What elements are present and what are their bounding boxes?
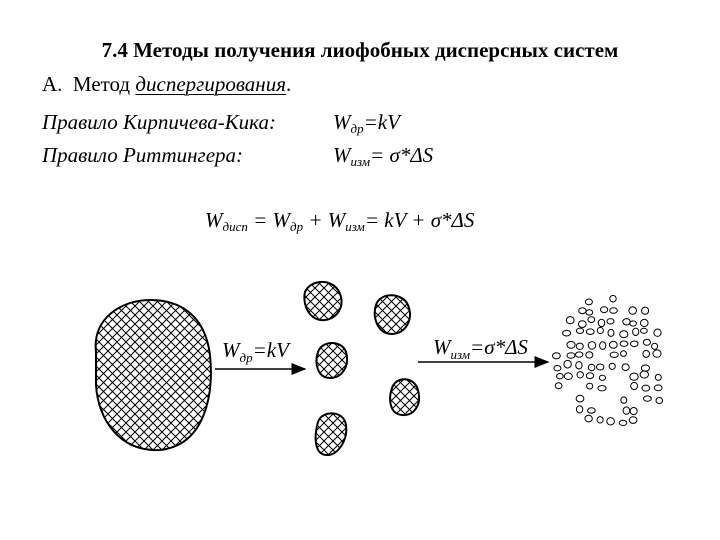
fine-particle [633, 328, 639, 335]
fine-particle [619, 420, 627, 425]
fine-particle [588, 364, 595, 371]
fine-particle [588, 317, 595, 323]
fine-particle [629, 417, 637, 424]
fine-particle [622, 364, 629, 371]
fine-particle [586, 329, 594, 335]
fine-particle [586, 310, 593, 315]
fine-particle [597, 327, 603, 333]
fine-particle [643, 350, 650, 357]
fine-particle [621, 397, 627, 403]
fine-particle [567, 341, 575, 348]
fine-particle [654, 385, 662, 391]
method-prefix: Метод [72, 72, 136, 96]
fine-particle [585, 415, 592, 422]
fine-particle [644, 396, 652, 401]
fine-particle [576, 352, 583, 357]
rule-rittinger-name: Правило Риттингера: [42, 143, 244, 167]
rule-kick-sub: др [350, 121, 364, 136]
fine-particle [579, 308, 586, 314]
fine-particle [577, 372, 583, 378]
fine-particle [587, 383, 593, 389]
fine-particle [623, 319, 630, 325]
fine-particle [643, 339, 650, 345]
fine-particle [631, 382, 638, 389]
fine-particle [586, 352, 593, 358]
page-title: 7.4 Методы получения лиофобных дисперсных систем [101, 38, 619, 62]
rule-rittinger-sub: изм [350, 154, 371, 169]
fine-particle [555, 383, 562, 389]
fine-particle [598, 319, 605, 326]
fine-particle [566, 317, 574, 324]
fine-particle [629, 307, 637, 314]
fine-particle [642, 307, 649, 314]
fragment-2 [375, 295, 410, 334]
total-sub2: др [290, 219, 304, 234]
fine-particle [599, 375, 605, 380]
fine-particle [601, 307, 608, 313]
fine-particle [640, 371, 648, 378]
total-w1: W [205, 208, 223, 232]
fine-particle [554, 366, 561, 371]
fine-particle [654, 329, 661, 336]
fine-particle [620, 341, 628, 346]
fragment-1 [304, 282, 341, 320]
arrow1-label: $W_{др}=kV$ [222, 338, 289, 365]
fine-particle [630, 373, 638, 380]
fine-particle [564, 373, 572, 380]
fine-particle [588, 342, 595, 350]
total-rest: = kV + σ*ΔS [364, 208, 475, 232]
fine-particle [597, 417, 603, 423]
fine-particle [642, 385, 650, 391]
total-sub1: дисп [222, 219, 248, 234]
fine-particle [609, 363, 615, 369]
fine-particle [621, 351, 627, 357]
total-sub3: изм [345, 219, 365, 234]
fine-particle [586, 373, 593, 379]
fine-particle [563, 330, 571, 336]
fine-particle [576, 395, 584, 402]
fine-particle [576, 362, 582, 369]
fine-particle [608, 329, 614, 336]
rule-rittinger-rest: = σ*ΔS [370, 143, 434, 167]
arrow2-label: $W_{изм}=\sigma*\Delta S$ [433, 335, 528, 362]
fine-particle [609, 341, 617, 348]
fine-particle [576, 343, 583, 349]
fine-particle [585, 299, 592, 305]
fine-particle [588, 408, 596, 413]
fine-particle [653, 350, 661, 357]
method-name: диспергирования [135, 72, 286, 96]
fine-particle [630, 321, 637, 326]
fine-particle [576, 328, 583, 333]
fine-particle [564, 360, 571, 368]
fine-particles-cluster [553, 295, 663, 425]
fine-particle [655, 374, 661, 380]
fine-particle [631, 341, 639, 347]
fine-particle [578, 321, 586, 328]
fine-particle [630, 408, 637, 415]
rule-kick-w: W [333, 110, 351, 134]
fine-particle [656, 398, 663, 404]
fine-particle [610, 295, 616, 302]
fine-particle [557, 374, 564, 379]
fine-particle [641, 319, 649, 326]
fine-particle [623, 407, 630, 414]
fragment-3 [317, 343, 348, 378]
fine-particle [641, 328, 648, 333]
fine-particle [610, 352, 618, 357]
fine-particle [607, 319, 614, 324]
total-eq1: = W [247, 208, 291, 232]
large-particle [96, 300, 211, 450]
total-plus: + W [303, 208, 346, 232]
fragment-5 [316, 413, 347, 455]
fine-particle [567, 353, 575, 359]
fine-particle [553, 353, 561, 359]
fine-particle [576, 406, 582, 413]
rule-kick-name: Правило Кирпичева-Кика: [42, 110, 276, 134]
fine-particle [598, 386, 606, 391]
fine-particle [600, 342, 606, 350]
rule-kick-rest: =kV [363, 110, 400, 134]
fine-particle [641, 365, 649, 371]
fine-particle [610, 308, 618, 314]
fine-particle [620, 331, 628, 338]
method-letter: А. [42, 72, 63, 96]
fragment-4 [390, 379, 419, 415]
fine-particle [607, 418, 615, 425]
fine-particle [597, 364, 604, 370]
method-suffix: . [285, 72, 292, 96]
fine-particle [652, 343, 658, 349]
rule-rittinger-w: W [333, 143, 351, 167]
